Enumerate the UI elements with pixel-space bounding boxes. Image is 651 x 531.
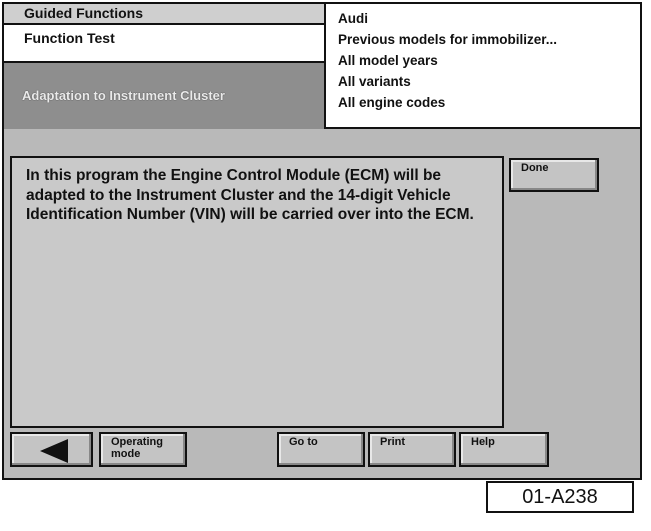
help-label: Help	[471, 436, 495, 448]
operating-mode-label-line1: Operating	[111, 436, 163, 448]
vehicle-make: Audi	[338, 11, 368, 26]
back-button[interactable]	[10, 432, 93, 467]
vehicle-variants: All variants	[338, 74, 411, 89]
go-to-button[interactable]	[277, 432, 365, 467]
go-to-label: Go to	[289, 436, 318, 448]
figure-code-label: 01-A238	[486, 481, 634, 513]
vehicle-engine-codes: All engine codes	[338, 95, 446, 110]
help-button[interactable]	[459, 432, 549, 467]
guided-functions-label: Guided Functions	[4, 4, 324, 25]
vehicle-years: All model years	[338, 53, 438, 68]
operating-mode-label-line2: mode	[111, 448, 141, 460]
diagnostic-screen	[2, 2, 642, 480]
done-button[interactable]	[509, 158, 599, 192]
message-text: In this program the Engine Control Module (ECM) will be adapted to the Instrument Cluster and the 14-digit Vehicle Identification Number (VIN) will be carried over into the ECM.	[26, 167, 474, 223]
vehicle-info-panel	[326, 4, 640, 129]
message-panel	[10, 156, 504, 428]
function-test-label: Function Test	[4, 25, 324, 63]
adaptation-title: Adaptation to Instrument Cluster	[4, 63, 324, 129]
vehicle-model: Previous models for immobilizer...	[338, 32, 558, 47]
print-button[interactable]	[368, 432, 456, 467]
back-arrow-icon	[40, 439, 68, 463]
function-path	[4, 4, 326, 129]
done-label: Done	[521, 162, 549, 174]
operating-mode-button[interactable]	[99, 432, 187, 467]
print-label: Print	[380, 436, 406, 448]
